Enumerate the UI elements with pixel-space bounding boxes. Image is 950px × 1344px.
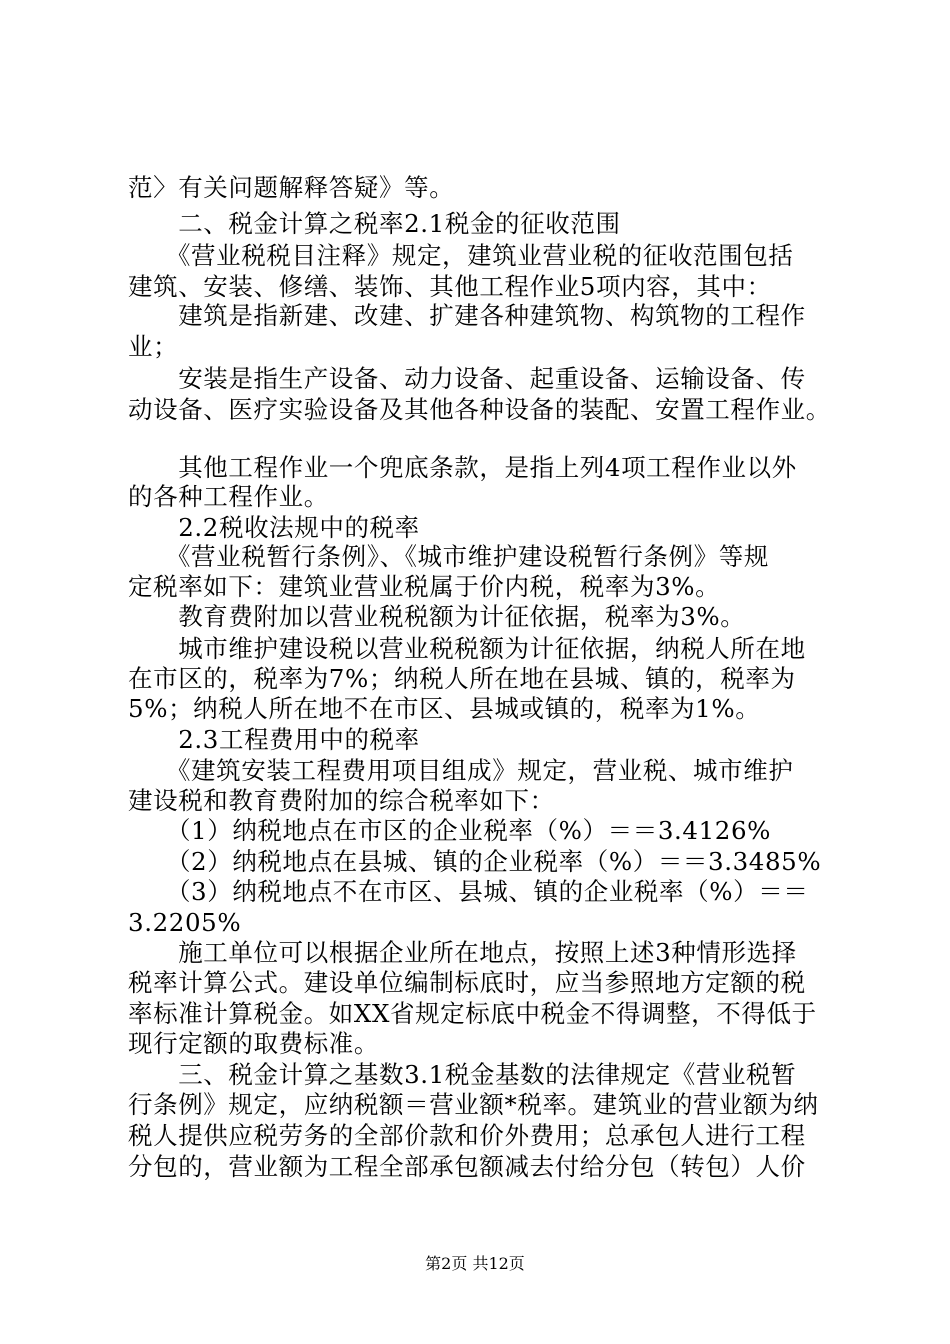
text-line-3: 《营业税税目注释》规定，建筑业营业税的征收范围包括	[128, 241, 794, 270]
text-line-5: 建筑是指新建、改建、扩建各种建筑物、构筑物的工程作	[128, 301, 806, 330]
text-line-11: 2.2税收法规中的税率	[128, 513, 420, 542]
text-line-32: 分包的，营业额为工程全部承包额减去付给分包（转包）人价	[128, 1152, 806, 1181]
text-line-31: 税人提供应税劳务的全部价款和价外费用；总承包人进行工程	[128, 1121, 806, 1150]
text-line-20: 建设税和教育费附加的综合税率如下：	[128, 786, 555, 815]
text-line-22: （2）纳税地点在县城、镇的企业税率（%）＝＝3.3485%	[128, 847, 822, 876]
text-line-15: 城市维护建设税以营业税税额为计征依据，纳税人所在地	[128, 634, 806, 663]
text-line-2: 二、税金计算之税率2.1税金的征收范围	[128, 209, 621, 238]
text-line-1: 范〉有关问题解释答疑》等。	[128, 173, 455, 202]
text-line-21: （1）纳税地点在市区的企业税率（%）＝＝3.4126%	[128, 816, 772, 845]
text-line-4: 建筑、安装、修缮、装饰、其他工程作业5项内容，其中：	[128, 272, 772, 301]
text-line-17: 5%；纳税人所在地不在市区、县城或镇的，税率为1%。	[128, 694, 761, 723]
text-line-28: 现行定额的取费标准。	[128, 1029, 379, 1058]
text-line-7: 安装是指生产设备、动力设备、起重设备、运输设备、传	[128, 364, 806, 393]
text-line-12: 《营业税暂行条例》、《城市维护建设税暂行条例》等规	[128, 542, 769, 571]
text-line-29: 三、税金计算之基数3.1税金基数的法律规定《营业税暂	[128, 1060, 797, 1089]
page-footer: 第2页 共12页	[425, 1254, 525, 1273]
text-line-6: 业；	[128, 332, 179, 361]
text-line-10: 的各种工程作业。	[128, 482, 329, 511]
text-line-16: 在市区的，税率为7%；纳税人所在地在县城、镇的，税率为	[128, 664, 796, 693]
text-line-8: 动设备、医疗实验设备及其他各种设备的装配、安置工程作业。	[128, 395, 831, 424]
text-line-26: 税率计算公式。建设单位编制标底时，应当参照地方定额的税	[128, 968, 806, 997]
text-line-24: 3.2205%	[128, 908, 242, 937]
text-line-30: 行条例》规定，应纳税额＝营业额*税率。建筑业的营业额为纳	[128, 1090, 819, 1119]
text-line-13: 定税率如下：建筑业营业税属于价内税，税率为3%。	[128, 572, 721, 601]
text-line-25: 施工单位可以根据企业所在地点，按照上述3种情形选择	[128, 938, 797, 967]
text-line-19: 《建筑安装工程费用项目组成》规定，营业税、城市维护	[128, 756, 794, 785]
text-line-23: （3）纳税地点不在市区、县城、镇的企业税率（%）＝＝	[128, 877, 809, 906]
text-line-9: 其他工程作业一个兜底条款，是指上列4项工程作业以外	[128, 453, 797, 482]
text-line-18: 2.3工程费用中的税率	[128, 725, 420, 754]
text-line-14: 教育费附加以营业税税额为计征依据，税率为3%。	[128, 602, 746, 631]
text-line-27: 率标准计算税金。如XX省规定标底中税金不得调整，不得低于	[128, 999, 817, 1028]
